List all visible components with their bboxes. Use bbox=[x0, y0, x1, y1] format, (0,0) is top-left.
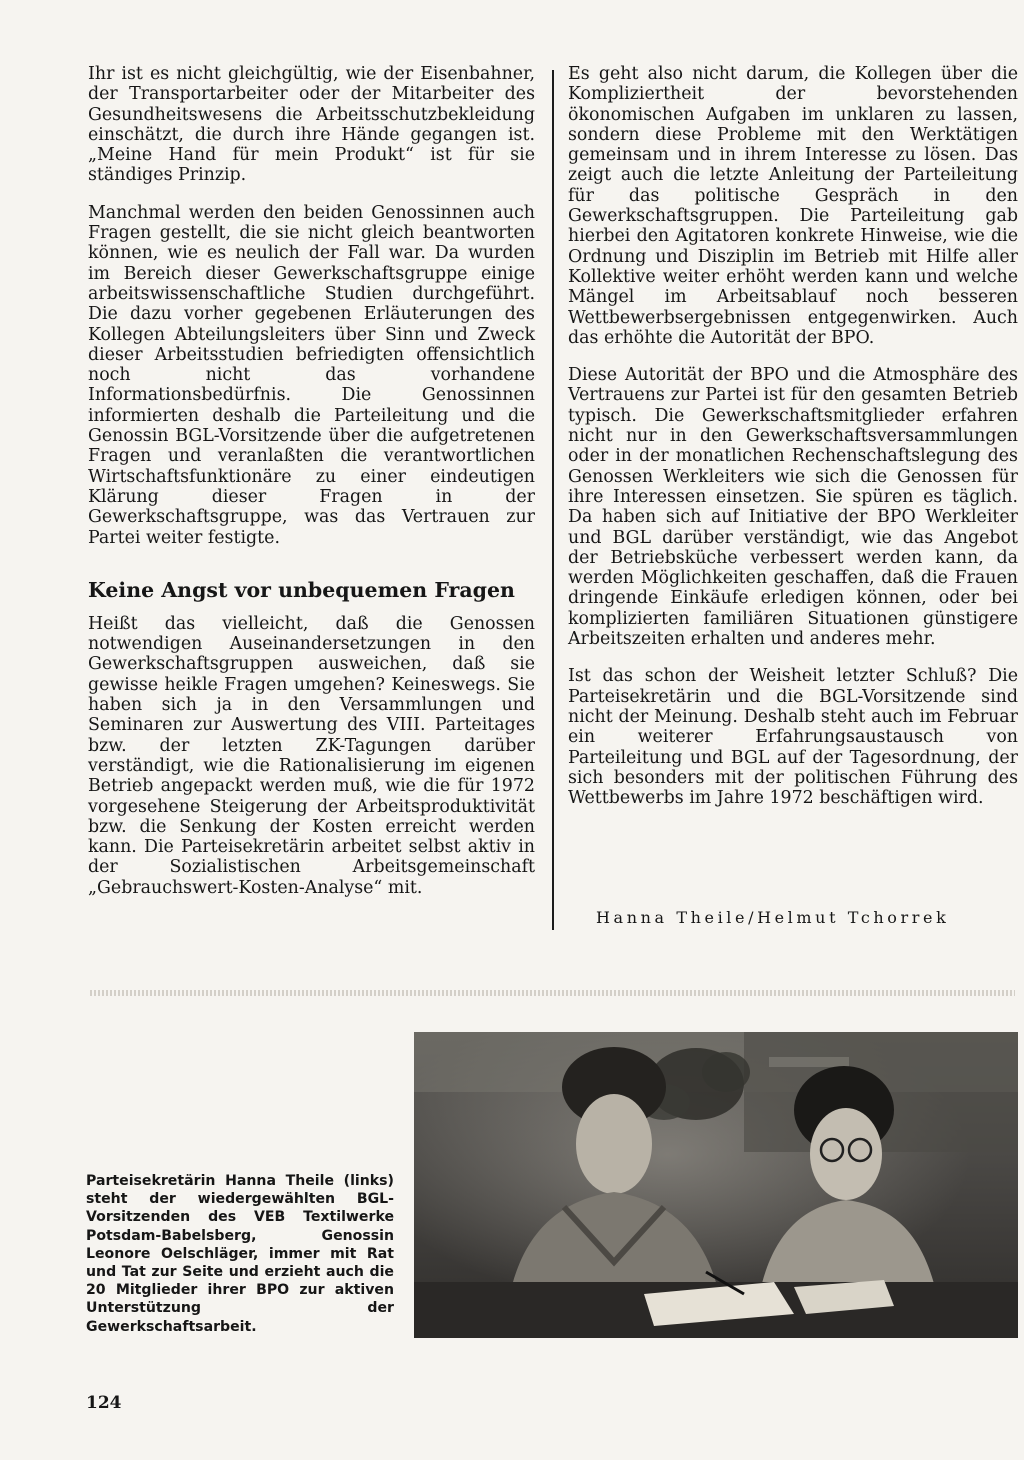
paragraph: Manchmal werden den beiden Genossinnen auch Fragen gestellt, die sie nicht gleich beantworten können, wie es neulich der Fall war. Da wurden im Bereich dieser Gewerkschaftsgruppe einige arbeitswissenschaftliche Studien durchgeführt. Die dazu vorher gegebenen Erläuterungen des Kollegen Abteilungsleiters über Sinn und Zweck dieser Arbeitsstudien befriedigten offensichtlich noch nicht das vorhandene Informationsbedürfnis. Die Genossinnen informierten deshalb die Parteileitung und die Genossin BGL-Vorsitzende über die aufgetretenen Fragen und veranlaßten die verantwortlichen Wirtschaftsfunktionäre zu einer eindeutigen Klärung dieser Fragen in der Gewerkschaftsgruppe, was das Vertrauen zur Partei weiter festigte. bbox=[88, 202, 535, 548]
column-divider bbox=[552, 70, 554, 930]
left-column bbox=[88, 64, 535, 915]
paragraph: Ihr ist es nicht gleichgültig, wie der Eisenbahner, der Transportarbeiter oder der Mitarbeiter des Gesundheitswesens die Arbeitsschutzbekleidung einschätzt, die durch ihre Hände gegangen ist. „Meine Hand für mein Produkt“ ist für sie ständiges Prinzip. bbox=[88, 64, 535, 186]
right-column bbox=[568, 64, 1018, 825]
paragraph: Es geht also nicht darum, die Kollegen über die Kompliziertheit der bevorstehenden ökonomischen Aufgaben im unklaren zu lassen, sondern diese Probleme mit den Werktätigen gemeinsam und in ihrem Interesse zu lösen. Das zeigt auch die letzte Anleitung der Parteileitung für das politische Gespräch in den Gewerkschaftsgruppen. Die Parteileitung gab hierbei den Agitatoren konkrete Hinweise, wie die Ordnung und Disziplin im Betrieb mit Hilfe aller Kollektive weiter erhöht werden kann und welche Mängel im Arbeitsablauf noch besseren Wettbewerbsergebnissen entgegenwirken. Auch das erhöhte die Autorität der BPO. bbox=[568, 64, 1018, 348]
paragraph: Ist das schon der Weisheit letzter Schluß? Die Parteisekretärin und die BGL-Vorsitzende sind nicht der Meinung. Deshalb steht auch im Februar ein weiterer Erfahrungsaustausch von Parteileitung und BGL auf der Tagesordnung, der sich besonders mit der politischen Führung des Wettbewerbs im Jahre 1972 beschäftigen wird. bbox=[568, 666, 1018, 809]
page-number: 124 bbox=[86, 1393, 122, 1413]
photo-caption: Parteisekretärin Hanna Theile (links) steht der wiedergewählten BGL-Vorsitzenden des VEB Textilwerke Potsdam-Babelsberg, Genossin Leonore Oelschläger, immer mit Rat und Tat zur Seite und erzieht auch die 20 Mitglieder ihrer BPO zur aktiven Unterstützung der Gewerkschaftsarbeit. bbox=[86, 1173, 394, 1335]
photo-two-women bbox=[414, 1032, 1018, 1338]
paragraph: Heißt das vielleicht, daß die Genossen notwendigen Auseinandersetzungen in den Gewerkschaftsgruppen ausweichen, daß sie gewisse heikle Fragen umgehen? Keineswegs. Sie haben sich ja in den Versammlungen und Seminaren zur Auswertung des VIII. Parteitages bzw. der letzten ZK-Tagungen darüber verständigt, wie die Rationalisierung im eigenen Betrieb angepackt werden muß, wie die für 1972 vorgesehene Steigerung der Arbeitsproduktivität bzw. die Senkung der Kosten erreicht werden kann. Die Parteisekretärin arbeitet selbst aktiv in der Sozialistischen Arbeitsgemeinschaft „Gebrauchswert-Kosten-Analyse“ mit. bbox=[88, 613, 535, 898]
paragraph: Diese Autorität der BPO und die Atmosphäre des Vertrauens zur Partei ist für den gesamten Betrieb typisch. Die Gewerkschaftsmitglieder erfahren nicht nur in den Gewerkschaftsversammlungen oder in der monatlichen Rechenschaftslegung des Genossen Werkleiters wie sich die Genossen für ihre Interessen einsetzen. Sie spüren es täglich. Da haben sich auf Initiative der BPO Werkleiter und BGL darüber verständigt, wie das Angebot der Betriebsküche verbessert werden kann, da werden Möglichkeiten geschaffen, daß die Frauen dringende Einkäufe erledigen können, oder bei komplizierten familiären Situationen günstigere Arbeitszeiten erhalten und anderes mehr. bbox=[568, 365, 1018, 650]
author-byline: Hanna Theile/Helmut Tchorrek bbox=[596, 908, 950, 927]
separator-line bbox=[90, 990, 1015, 996]
section-heading: Keine Angst vor unbequemen Fragen bbox=[88, 577, 515, 602]
